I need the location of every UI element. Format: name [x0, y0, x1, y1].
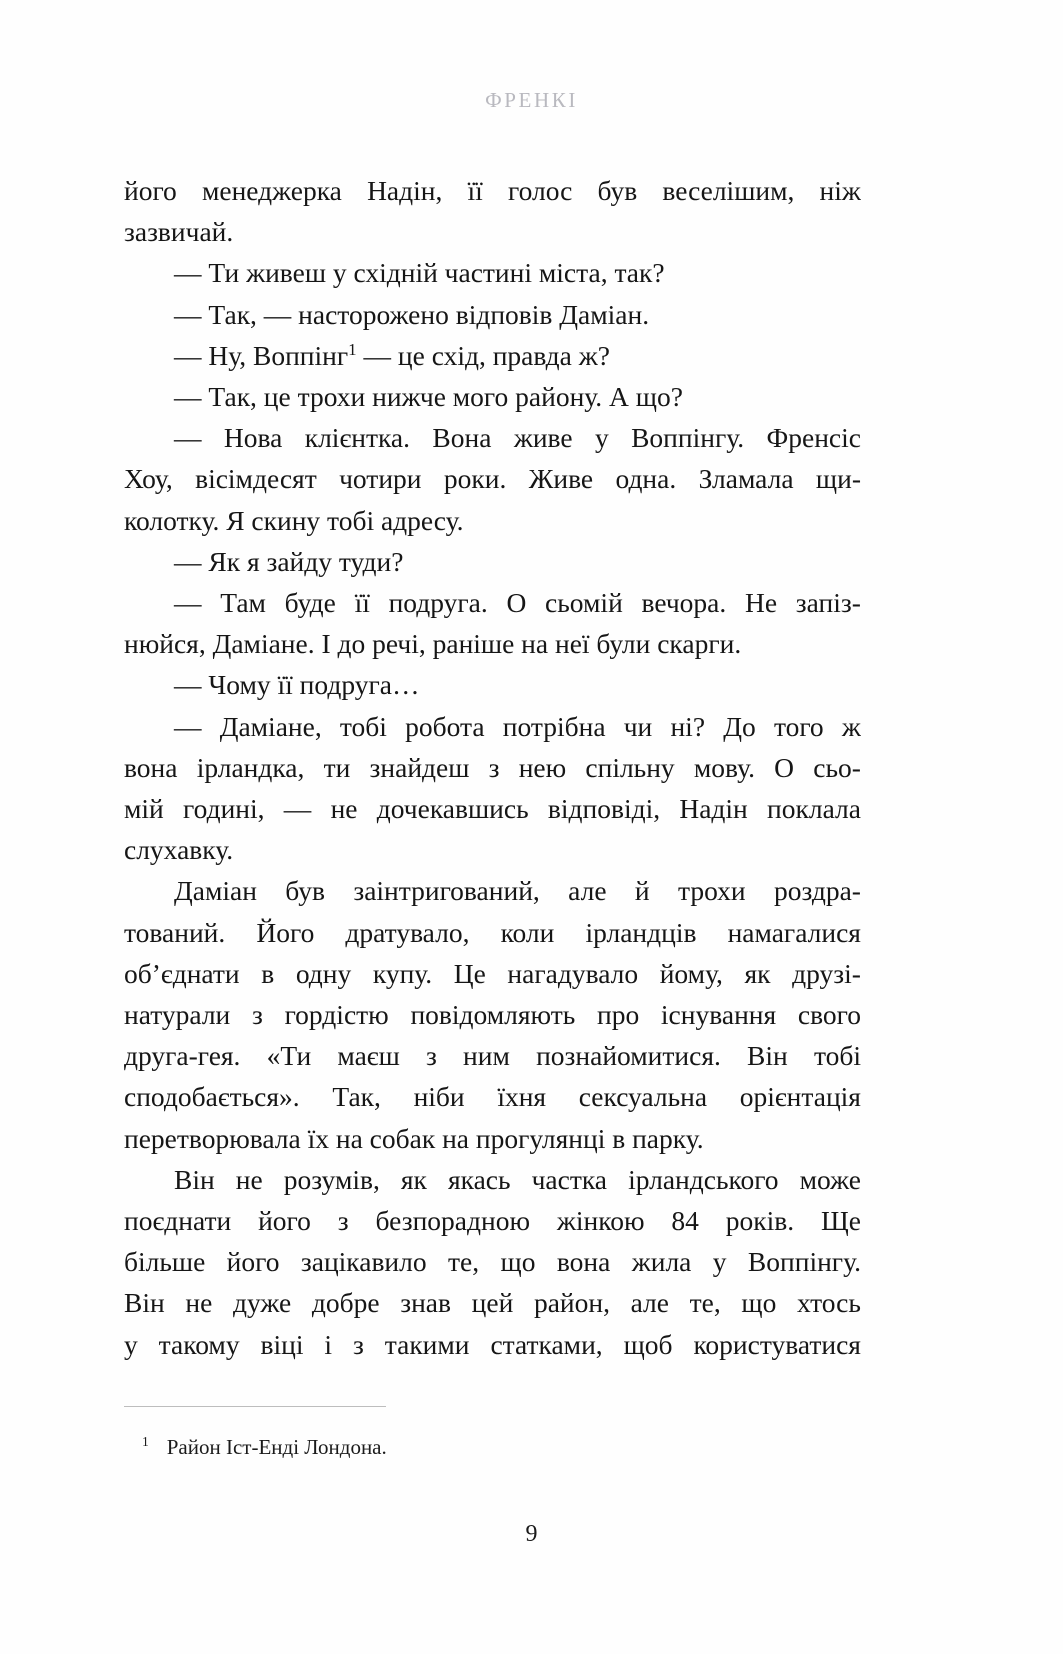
line-text: слухавку. — [124, 834, 234, 866]
word: орієнтація — [739, 1081, 861, 1113]
word: що — [741, 1287, 777, 1319]
word: Воппінгу. — [631, 422, 745, 454]
word: ним — [463, 1040, 510, 1072]
word: одну — [295, 957, 352, 989]
word: годині, — [183, 793, 265, 825]
text-line — [124, 582, 861, 623]
line-text: — Так, — насторожено відповів Даміан. — [174, 298, 650, 330]
word: Там — [220, 587, 266, 619]
word: але — [630, 1287, 669, 1319]
word: тобі — [339, 710, 387, 742]
word: ірландського — [628, 1163, 779, 1195]
word: ніж — [819, 175, 861, 206]
word: О — [774, 751, 795, 783]
word: поєднати — [124, 1205, 232, 1237]
word: з — [352, 1328, 364, 1360]
paragraph-dialogue — [124, 664, 861, 705]
paragraph-dialogue — [124, 294, 861, 335]
word: сьо- — [813, 751, 861, 783]
text-line — [124, 376, 861, 417]
word: знав — [400, 1287, 451, 1319]
word: Так, — [332, 1081, 381, 1113]
text-line — [124, 1118, 861, 1159]
page-number: 9 — [525, 1521, 538, 1547]
word: сексуальна — [578, 1081, 708, 1113]
word: ж — [841, 710, 861, 742]
word: трохи — [677, 875, 746, 907]
word: про — [596, 999, 640, 1031]
line-text: — Ну, Воппінг — [174, 339, 349, 371]
word: вісімдесят — [195, 463, 317, 495]
word: запіз- — [795, 587, 861, 619]
word: об’єднати — [124, 957, 240, 989]
word: і — [324, 1328, 333, 1360]
word: з — [488, 751, 500, 783]
word: хтось — [797, 1287, 861, 1319]
paragraph-dialogue — [124, 582, 861, 664]
word: район, — [533, 1287, 610, 1319]
line-text: колотку. Я скину тобі адресу. — [124, 504, 464, 536]
word: Хоу, — [124, 463, 173, 495]
word: познайомитися. — [536, 1040, 721, 1072]
word: його — [226, 1246, 280, 1278]
word: добре — [311, 1287, 380, 1319]
word: Це — [453, 957, 486, 989]
text-line — [124, 1159, 861, 1200]
word: повідомляють — [410, 999, 576, 1031]
paragraph — [124, 1159, 861, 1365]
word: 84 — [671, 1205, 699, 1237]
word: з — [337, 1205, 349, 1237]
text-line — [124, 211, 861, 252]
text-line — [124, 1324, 861, 1365]
word: заінтригований, — [353, 875, 540, 907]
word: ірландка, — [196, 751, 305, 783]
word: був — [285, 875, 325, 907]
word: вечора. — [641, 587, 727, 619]
word: чотири — [339, 463, 422, 495]
text-line — [124, 623, 861, 664]
word: знайдеш — [369, 751, 470, 783]
word: цей — [471, 1287, 514, 1319]
word: Ще — [821, 1205, 861, 1237]
word: До — [723, 710, 756, 742]
word: дуже — [232, 1287, 292, 1319]
text-line — [124, 294, 861, 335]
word: як — [400, 1163, 427, 1195]
line-text: — Так, це трохи нижче мого району. А що? — [174, 381, 683, 413]
text-line — [124, 1035, 861, 1076]
word: не — [235, 1163, 263, 1195]
word: мову. — [693, 751, 755, 783]
word: клієнтка. — [304, 422, 411, 454]
word: дратувало, — [345, 916, 470, 948]
paragraph — [124, 870, 861, 1158]
word: ніби — [413, 1081, 465, 1113]
word: з — [425, 1040, 437, 1072]
word: одна. — [615, 463, 677, 495]
word: віці — [260, 1328, 304, 1360]
text-line — [124, 500, 861, 541]
word: Він — [747, 1040, 788, 1072]
text-line — [124, 747, 861, 788]
text-line — [124, 706, 861, 747]
word: частка — [531, 1163, 608, 1195]
word: гордістю — [284, 999, 389, 1031]
body-text-block — [124, 170, 861, 1365]
word: більше — [124, 1246, 206, 1278]
word: жила — [631, 1246, 692, 1278]
text-line — [124, 788, 861, 829]
word: нагадувало — [507, 957, 639, 989]
line-text: — Ти живеш у східній частині міста, так? — [174, 257, 665, 289]
word: її — [467, 175, 483, 206]
text-line — [124, 541, 861, 582]
text-line — [124, 335, 861, 376]
word: свого — [797, 999, 861, 1031]
word: відповіді, — [547, 793, 661, 825]
footnote-separator-rule — [124, 1406, 386, 1407]
word: мій — [124, 793, 164, 825]
word: ти — [323, 751, 351, 783]
text-line — [124, 912, 861, 953]
word: років. — [725, 1205, 795, 1237]
line-text: — Чому її подруга… — [174, 669, 420, 701]
word: в — [261, 957, 275, 989]
footnote-number: 1 — [142, 1434, 149, 1449]
word: — — [174, 422, 202, 454]
footnote-text: Район Іст-Енді Лондона. — [166, 1435, 387, 1459]
text-line — [124, 829, 861, 870]
line-text: зазвичай. — [124, 216, 234, 248]
word: тований. — [124, 916, 226, 948]
word: у — [712, 1246, 727, 1278]
word: його — [258, 1205, 311, 1237]
word: нею — [518, 751, 567, 783]
word: вона — [556, 1246, 611, 1278]
word: — — [174, 587, 202, 619]
running-header: ФРЕНКІ — [485, 88, 578, 112]
word: вона — [124, 751, 178, 783]
word: те, — [689, 1287, 721, 1319]
text-line — [124, 994, 861, 1035]
word: користуватися — [693, 1328, 861, 1360]
word: якась — [447, 1163, 511, 1195]
text-line — [124, 458, 861, 499]
word: його — [124, 175, 177, 206]
word: що — [500, 1246, 536, 1278]
word: такому — [158, 1328, 240, 1360]
word: сподобається». — [124, 1081, 300, 1113]
paragraph-dialogue — [124, 252, 861, 293]
word: може — [799, 1163, 861, 1195]
word: те, — [448, 1246, 480, 1278]
word: подруга. — [388, 587, 488, 619]
word: веселішим, — [662, 175, 795, 206]
word: намагалися — [727, 916, 861, 948]
word: ні? — [670, 710, 706, 742]
word: Його — [256, 916, 315, 948]
paragraph-dialogue — [124, 706, 861, 871]
word: тобі — [813, 1040, 861, 1072]
word: Даміане, — [219, 710, 322, 742]
word: роки. — [443, 463, 507, 495]
word: у — [594, 422, 609, 454]
text-line — [124, 1241, 861, 1282]
word: натурали — [124, 999, 231, 1031]
footnote-reference[interactable]: 1 — [348, 339, 357, 359]
word: не — [330, 793, 358, 825]
word: коли — [500, 916, 555, 948]
word: був — [597, 175, 638, 206]
word: Не — [744, 587, 778, 619]
word: чи — [623, 710, 653, 742]
word: «Ти — [266, 1040, 312, 1072]
text-line — [124, 953, 861, 994]
word: того — [773, 710, 824, 742]
word: Даміан — [174, 875, 257, 907]
word: розумів, — [283, 1163, 380, 1195]
word: Зламала — [698, 463, 794, 495]
word: як — [744, 957, 771, 989]
word: й — [634, 875, 650, 907]
word: такими — [384, 1328, 470, 1360]
paragraph-dialogue — [124, 335, 861, 376]
paragraph-dialogue — [124, 417, 861, 541]
line-text: — це схід, правда ж? — [356, 339, 610, 371]
word: Надін, — [367, 175, 443, 206]
line-text: нюйся, Даміане. І до речі, раніше на неї були скарги. — [124, 628, 742, 660]
text-line — [124, 170, 861, 211]
word: жінкою — [556, 1205, 645, 1237]
word: О — [506, 587, 527, 619]
word: щоб — [623, 1328, 673, 1360]
word: — — [174, 710, 202, 742]
word: живе — [513, 422, 573, 454]
word: менеджерка — [201, 175, 342, 206]
word: потрібна — [502, 710, 606, 742]
word: існування — [660, 999, 777, 1031]
word: безпорадною — [375, 1205, 530, 1237]
paragraph-dialogue — [124, 376, 861, 417]
word: Вона — [432, 422, 492, 454]
text-line — [124, 417, 861, 458]
word: йому, — [659, 957, 723, 989]
word: Він — [174, 1163, 215, 1195]
word: — — [283, 793, 312, 825]
word: щи- — [815, 463, 861, 495]
word: зацікавило — [300, 1246, 427, 1278]
word: робота — [405, 710, 485, 742]
word: Надін — [679, 793, 748, 825]
word: буде — [284, 587, 336, 619]
word: роздра- — [773, 875, 861, 907]
word: ірландців — [585, 916, 697, 948]
paragraph — [124, 170, 861, 252]
word: маєш — [337, 1040, 400, 1072]
word: дочекавшись — [376, 793, 529, 825]
text-line — [124, 252, 861, 293]
word: купу. — [372, 957, 433, 989]
word: їхня — [497, 1081, 547, 1113]
footnote — [124, 1432, 861, 1462]
text-line — [124, 1076, 861, 1117]
word: голос — [507, 175, 573, 206]
word: але — [568, 875, 607, 907]
text-line — [124, 870, 861, 911]
line-text: перетворювала їх на собак на прогулянці в парку. — [124, 1122, 704, 1154]
word: друзі- — [792, 957, 861, 989]
paragraph-dialogue — [124, 541, 861, 582]
text-line — [124, 664, 861, 705]
word: спільну — [585, 751, 675, 783]
text-line — [124, 1200, 861, 1241]
word: статками, — [490, 1328, 603, 1360]
line-text: — Як я зайду туди? — [174, 545, 404, 577]
word: її — [354, 587, 370, 619]
word: у — [124, 1328, 138, 1360]
word: Він — [124, 1287, 165, 1319]
word: з — [251, 999, 263, 1031]
word: поклала — [767, 793, 861, 825]
text-line — [124, 1282, 861, 1323]
word: сьомій — [545, 587, 623, 619]
word: Френсіс — [766, 422, 861, 454]
word: Воппінгу. — [747, 1246, 861, 1278]
word: друга-гея. — [124, 1040, 241, 1072]
word: Нова — [223, 422, 283, 454]
word: не — [185, 1287, 213, 1319]
word: Живе — [528, 463, 594, 495]
